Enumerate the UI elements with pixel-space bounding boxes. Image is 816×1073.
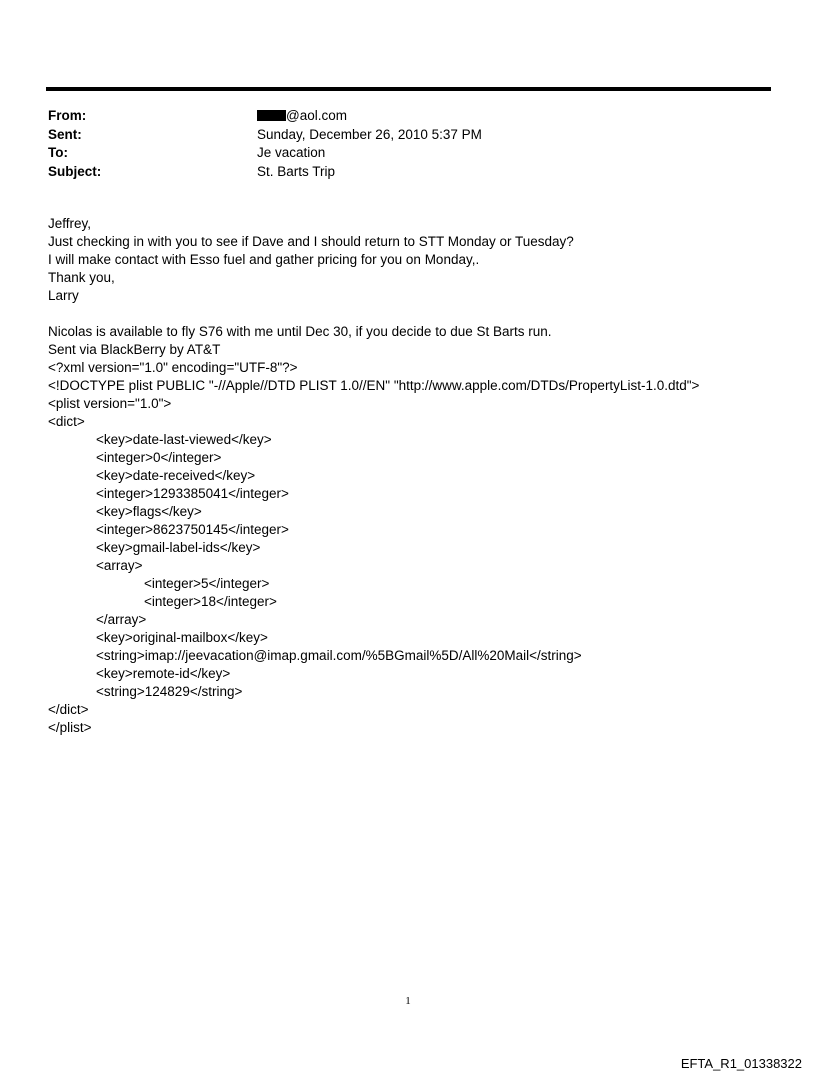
page-number: 1 [405, 995, 411, 1007]
plist-line: </dict> [48, 702, 89, 717]
redaction-box [257, 110, 286, 121]
body-line: Sent via BlackBerry by AT&T [48, 342, 221, 357]
body-line: I will make contact with Esso fuel and gather pricing for you on Monday,. [48, 252, 480, 267]
plist-line: <key>gmail-label-ids</key> [96, 540, 261, 555]
plist-line: <key>date-last-viewed</key> [96, 432, 272, 447]
plist-line: <?xml version="1.0" encoding="UTF-8"?> [48, 360, 298, 375]
plist-line: <key>original-mailbox</key> [96, 630, 268, 645]
signature: Larry [48, 288, 79, 303]
plist-line: </plist> [48, 720, 92, 735]
email-body [48, 215, 699, 737]
plist-line: <key>flags</key> [96, 504, 202, 519]
from-domain: @aol.com [286, 108, 347, 123]
sent-label: Sent: [48, 126, 82, 142]
plist-line: <key>date-received</key> [96, 468, 256, 483]
bates-number: EFTA_R1_01338322 [680, 1056, 802, 1071]
header-rule [46, 87, 771, 91]
to-label: To: [48, 145, 68, 160]
plist-line: <integer>18</integer> [144, 594, 277, 609]
to-value: Je vacation [257, 145, 326, 160]
plist-line: <key>remote-id</key> [96, 666, 231, 681]
from-value [257, 107, 347, 126]
plist-line: <integer>8623750145</integer> [96, 522, 289, 537]
sent-row [48, 126, 482, 145]
plist-line: <array> [96, 558, 143, 573]
from-row [48, 107, 482, 126]
subject-row [48, 163, 482, 182]
greeting: Jeffrey, [48, 216, 92, 231]
plist-line: <plist version="1.0"> [48, 396, 172, 411]
to-row [48, 144, 482, 163]
paragraph-gap [48, 305, 699, 323]
plist-block [48, 359, 699, 737]
subject-label: Subject: [48, 163, 102, 179]
plist-line: <integer>5</integer> [144, 576, 270, 591]
plist-line: <integer>1293385041</integer> [96, 486, 289, 501]
plist-line: <string>imap://jeevacation@imap.gmail.com/%5BGmail%5D/All%20Mail</string> [96, 648, 582, 663]
plist-line: <integer>0</integer> [96, 450, 222, 465]
from-label: From: [48, 108, 87, 123]
subject-value: St. Barts Trip [257, 163, 336, 179]
plist-line: <!DOCTYPE plist PUBLIC "-//Apple//DTD PLIST 1.0//EN" "http://www.apple.com/DTDs/PropertyList-1.0.dtd"> [48, 378, 700, 393]
body-line: Just checking in with you to see if Dave and I should return to STT Monday or Tuesday? [48, 234, 574, 249]
closing: Thank you, [48, 270, 115, 285]
body-line: Nicolas is available to fly S76 with me until Dec 30, if you decide to due St Barts run. [48, 324, 552, 339]
plist-line: <dict> [48, 414, 85, 429]
email-header [48, 107, 482, 181]
plist-line: </array> [96, 612, 147, 627]
sent-value: Sunday, December 26, 2010 5:37 PM [257, 126, 482, 142]
plist-line: <string>124829</string> [96, 684, 243, 699]
